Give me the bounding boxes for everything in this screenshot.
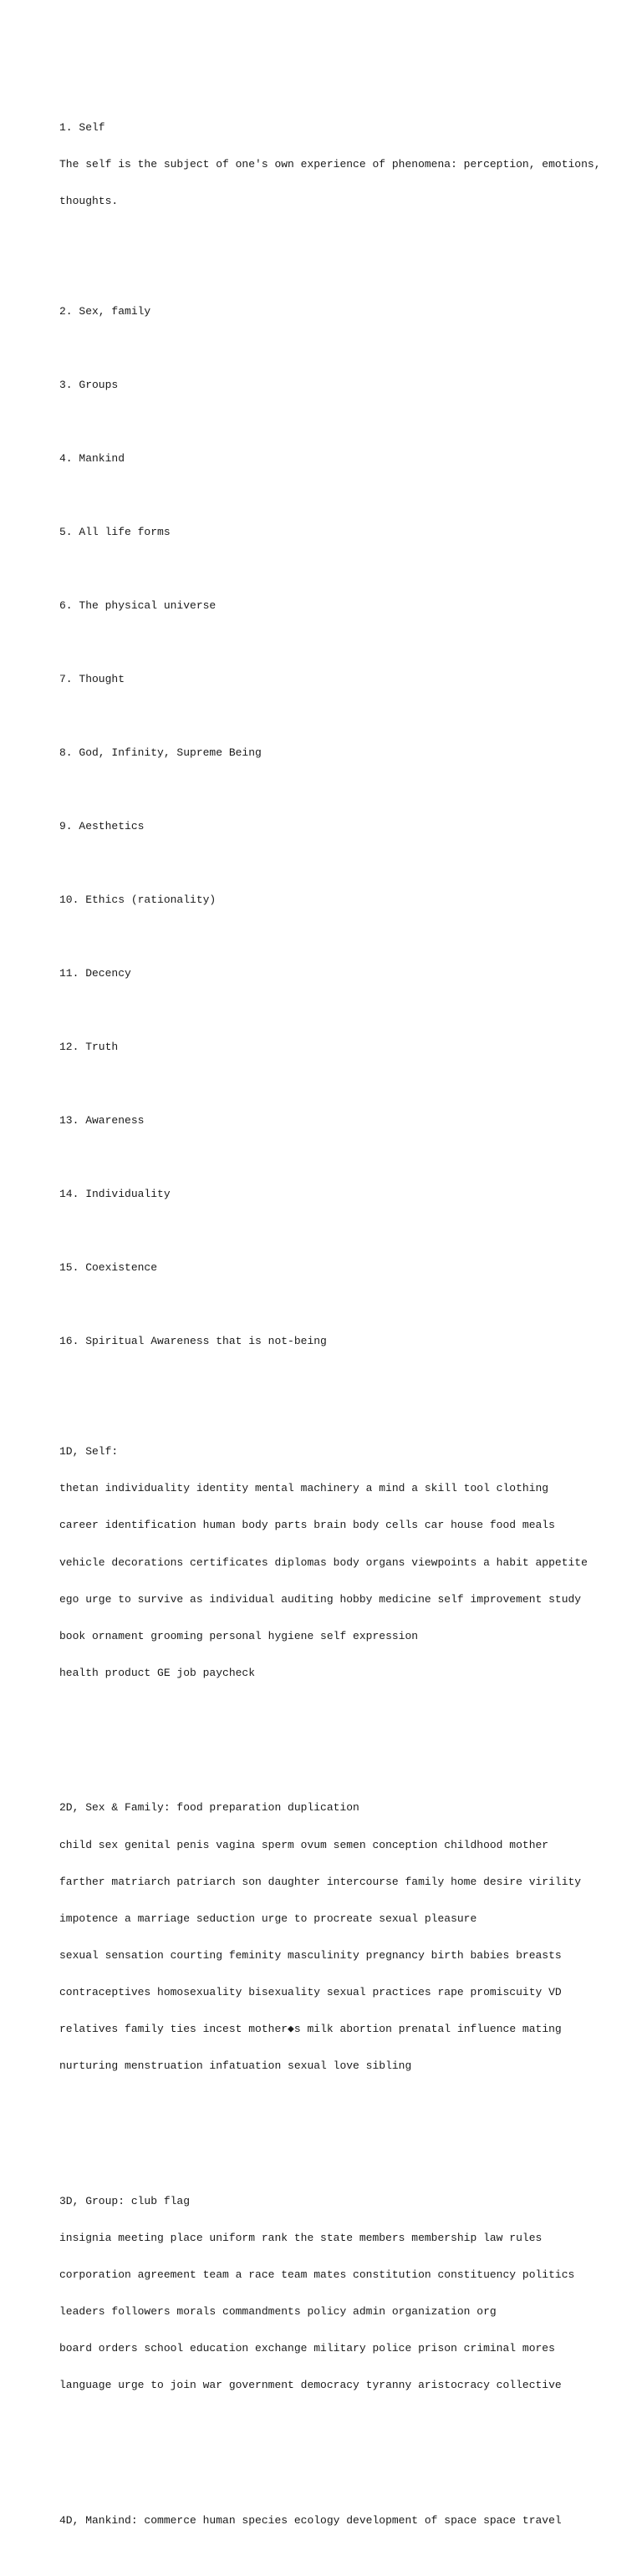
list-item (59, 600, 611, 613)
list-item (59, 747, 611, 760)
paragraph-line: farther matriarch patriarch son daughter intercourse family home desire virility (59, 1875, 582, 1888)
paragraph-line: nurturing menstruation infatuation sexual love sibling (59, 2059, 412, 2073)
paragraph-line: language urge to join war government democracy tyranny aristocracy collective (59, 2379, 562, 2392)
list-item (59, 527, 611, 539)
list-item (59, 674, 611, 686)
document-page (59, 60, 611, 2576)
list-item (59, 1262, 611, 1275)
paragraph-line: impotence a marriage seduction urge to procreate sexual pleasure (59, 1912, 477, 1925)
dynamic-1d-paragraph (59, 1422, 611, 1704)
item-title: 8. God, Infinity, Supreme Being (59, 746, 262, 759)
item-title: 16. Spiritual Awareness that is not-being (59, 1335, 327, 1348)
item-description: thoughts. (59, 194, 119, 207)
list-item (59, 1041, 611, 1054)
item-title: 9. Aesthetics (59, 819, 145, 832)
paragraph-line: ego urge to survive as individual auditing hobby medicine self improvement study (59, 1592, 582, 1606)
paragraph-line: health product GE job paycheck (59, 1666, 256, 1679)
paragraph-line: career identification human body parts brain body cells car house food meals (59, 1519, 555, 1532)
paragraph-line: thetan individuality identity mental machinery a mind a skill tool clothing (59, 1482, 549, 1495)
list-item (59, 379, 611, 392)
paragraph-heading: 4D, Mankind: commerce human species ecology development of space space travel (59, 2513, 562, 2527)
list-item (59, 453, 611, 466)
list-item (59, 968, 611, 980)
paragraph-line: board orders school education exchange military police prison criminal mores (59, 2342, 555, 2355)
dynamic-3d-paragraph (59, 2171, 611, 2416)
item-title: 6. The physical universe (59, 598, 217, 612)
dynamic-4d-paragraph (59, 2490, 611, 2552)
item-description: The self is the subject of one's own experience of phenomena: perception, emotions, (59, 157, 601, 171)
list-item (59, 306, 611, 318)
item-title: 7. Thought (59, 672, 125, 685)
paragraph-line: contraceptives homosexuality bisexuality sexual practices rape promiscuity VD (59, 1985, 562, 1998)
item-title: 4. Mankind (59, 451, 125, 465)
list-item (59, 894, 611, 907)
list-item (59, 1336, 611, 1348)
list-item (59, 1115, 611, 1128)
list-item (59, 1189, 611, 1201)
item-title: 5. All life forms (59, 525, 171, 538)
dynamic-2d-paragraph (59, 1778, 611, 2097)
item-title: 3. Groups (59, 378, 119, 391)
item-title: 15. Coexistence (59, 1261, 158, 1275)
item-title: 1. Self (59, 120, 105, 134)
paragraph-heading: 1D, Self: (59, 1445, 119, 1459)
paragraph-line: leaders followers morals commandments policy admin organization org (59, 2305, 497, 2319)
list-item (59, 97, 611, 232)
paragraph-line: vehicle decorations certificates diplomas body organs viewpoints a habit appetite (59, 1555, 588, 1569)
paragraph-line: child sex genital penis vagina sperm ovum semen conception childhood mother (59, 1838, 549, 1851)
paragraph-line: relatives family ties incest mother◆s milk abortion prenatal influence mating (59, 2023, 562, 2036)
item-title: 14. Individuality (59, 1188, 171, 1201)
item-title: 10. Ethics (rationality) (59, 893, 217, 906)
item-title: 2. Sex, family (59, 304, 151, 318)
paragraph-heading: 3D, Group: club flag (59, 2194, 191, 2207)
paragraph-line: sexual sensation courting feminity masculinity pregnancy birth babies breasts (59, 1948, 562, 1962)
paragraph-heading: 2D, Sex & Family: food preparation duplication (59, 1801, 359, 1815)
item-title: 11. Decency (59, 967, 131, 980)
item-title: 12. Truth (59, 1041, 119, 1054)
item-title: 13. Awareness (59, 1114, 145, 1128)
list-item (59, 821, 611, 833)
paragraph-line: book ornament grooming personal hygiene self expression (59, 1629, 419, 1642)
paragraph-line: insignia meeting place uniform rank the state members membership law rules (59, 2231, 543, 2244)
paragraph-line: corporation agreement team a race team mates constitution constituency politics (59, 2268, 575, 2281)
